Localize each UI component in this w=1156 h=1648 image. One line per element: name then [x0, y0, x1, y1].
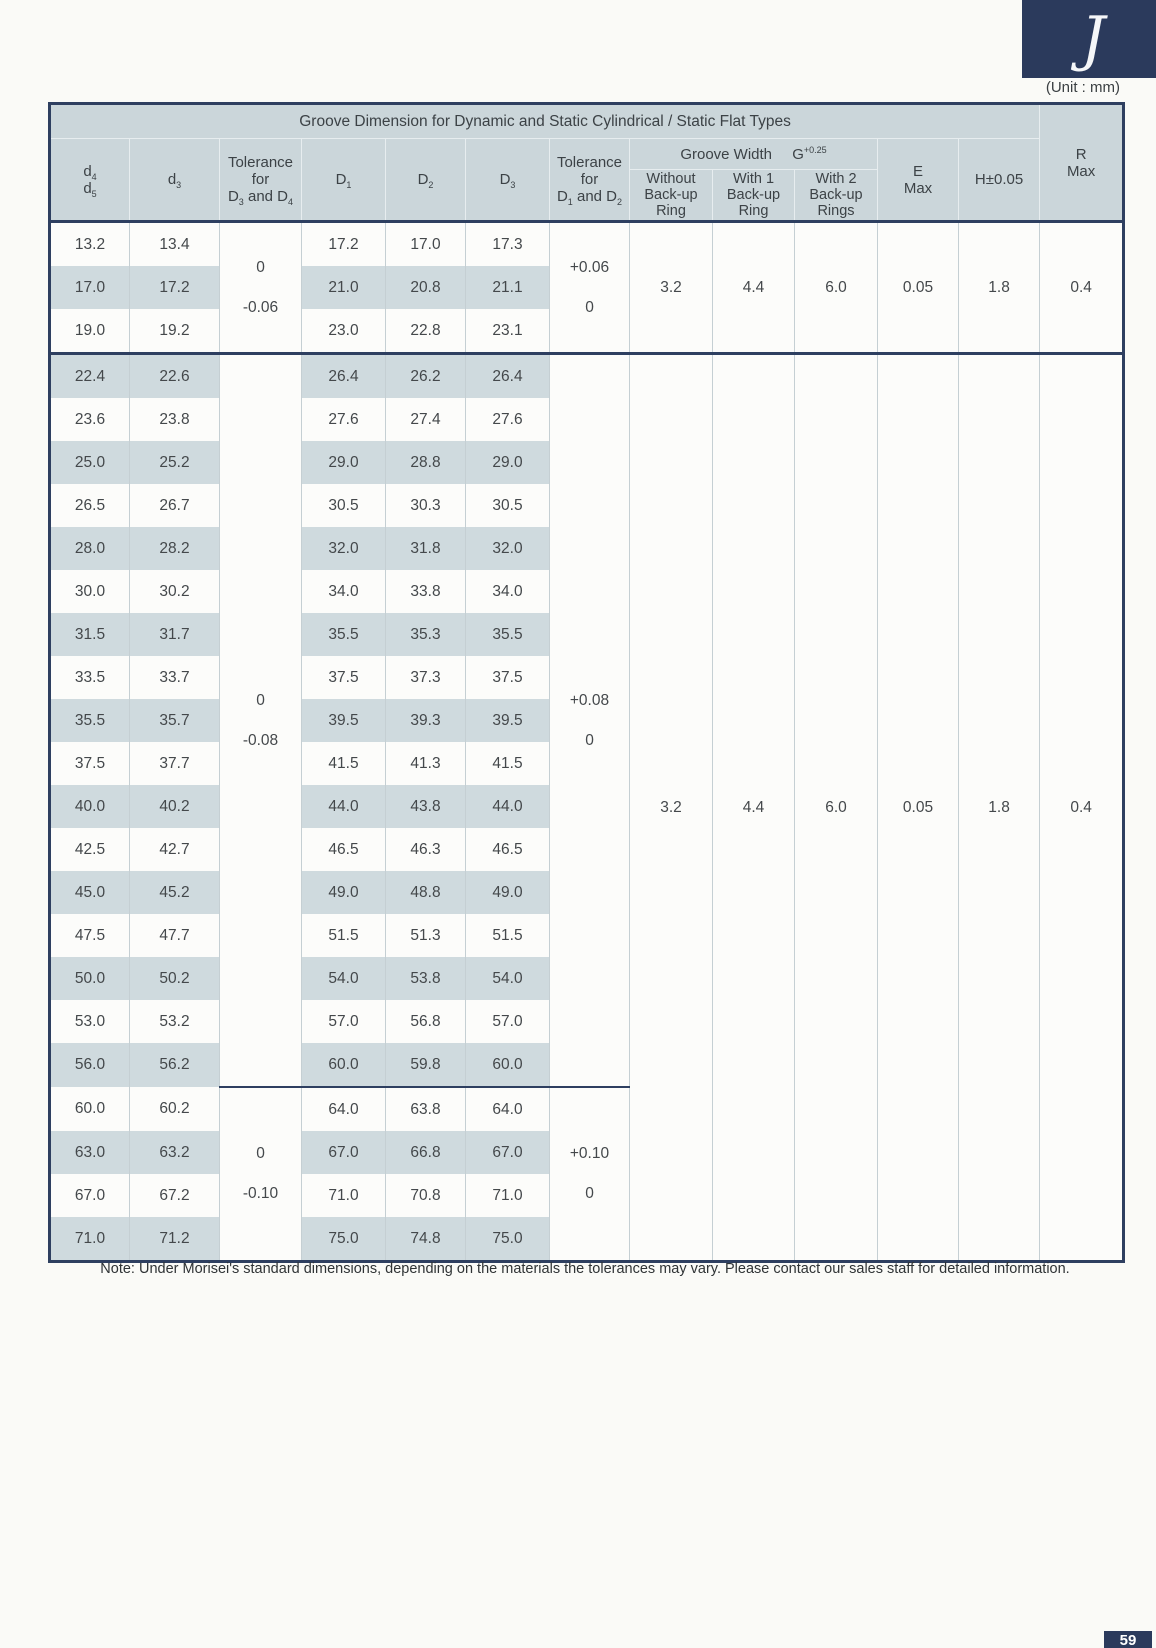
col-header-tolerance-d1-d2: [550, 139, 630, 222]
D3-sub: 3: [510, 180, 516, 190]
d3-value: 30.2: [130, 570, 220, 613]
d3-value: 63.2: [130, 1131, 220, 1174]
col-header-e-max: [878, 139, 959, 222]
d3-value: 50.2: [130, 957, 220, 1000]
D2-value: 35.3: [386, 613, 466, 656]
tolerance-stack: [220, 259, 301, 317]
d4-d5-value: 28.0: [50, 527, 130, 570]
d3-value: 67.2: [130, 1174, 220, 1217]
col-header-D3: [466, 139, 550, 222]
page-number: 59: [1104, 1631, 1152, 1648]
D2-value: 28.8: [386, 441, 466, 484]
D1-value: 54.0: [302, 957, 386, 1000]
tolerance-stack: [550, 1145, 629, 1203]
table-header-row-main: [50, 139, 1124, 170]
D3-value: 49.0: [466, 871, 550, 914]
D3-value: 32.0: [466, 527, 550, 570]
tolerance-stack: [550, 692, 629, 750]
d4-d5-value: 22.4: [50, 354, 130, 399]
groove-without-ring-value: 3.2: [630, 222, 713, 354]
tolerance-d3-d4-cell: [220, 354, 302, 1088]
D2-value: 53.8: [386, 957, 466, 1000]
D3-value: 71.0: [466, 1174, 550, 1217]
D2-value: 22.8: [386, 309, 466, 354]
col-header-without-backup-ring: [630, 170, 713, 222]
col-header-h: H±0.05: [959, 139, 1040, 222]
section-tab-letter: J: [1080, 4, 1106, 74]
d3-value: 60.2: [130, 1087, 220, 1131]
D1-value: 39.5: [302, 699, 386, 742]
D1-value: 30.5: [302, 484, 386, 527]
tol-d34-line1: Tolerance: [227, 154, 294, 171]
tolerance-upper-value: +0.08: [569, 691, 610, 709]
without-ring-line2: Back-up: [644, 187, 698, 203]
D3-value: 51.5: [466, 914, 550, 957]
tolerance-d3-d4-cell: [220, 1087, 302, 1262]
with1-ring-line1: With 1: [732, 171, 775, 187]
tol-d34-sub1: 3: [238, 197, 244, 207]
D1-value: 35.5: [302, 613, 386, 656]
D3-value: 30.5: [466, 484, 550, 527]
tolerance-d1-d2-cell: [550, 354, 630, 1088]
D2-value: 37.3: [386, 656, 466, 699]
D1-value: 34.0: [302, 570, 386, 613]
d3-value: 13.4: [130, 222, 220, 267]
groove-with-1-ring-value: 4.4: [713, 354, 795, 1262]
d4-d5-value: 31.5: [50, 613, 130, 656]
d4-d5-value: 60.0: [50, 1087, 130, 1131]
d4-d5-value: 13.2: [50, 222, 130, 267]
d3-value: 23.8: [130, 398, 220, 441]
tolerance-upper-value: 0: [256, 691, 265, 709]
D2-value: 74.8: [386, 1217, 466, 1262]
dimension-table-wrapper: [48, 102, 1125, 1263]
d3-base: d: [167, 171, 177, 188]
with2-rings-line1: With 2: [815, 171, 857, 187]
d3-value: 47.7: [130, 914, 220, 957]
d3-value: 37.7: [130, 742, 220, 785]
D2-value: 56.8: [386, 1000, 466, 1043]
D2-value: 30.3: [386, 484, 466, 527]
groove-with-2-rings-value: 6.0: [795, 222, 878, 354]
D2-value: 59.8: [386, 1043, 466, 1087]
D2-value: 27.4: [386, 398, 466, 441]
groove-with-1-ring-value: 4.4: [713, 222, 795, 354]
D1-value: 37.5: [302, 656, 386, 699]
tol-d12-sub2: 2: [617, 197, 623, 207]
with1-ring-line3: Ring: [738, 203, 769, 219]
e-max-line1: E: [912, 162, 923, 180]
without-ring-line1: Without: [646, 171, 696, 187]
D1-base: D: [335, 171, 347, 188]
D3-value: 64.0: [466, 1087, 550, 1131]
d4-d5-value: 23.6: [50, 398, 130, 441]
e-max-value: 0.05: [878, 354, 959, 1262]
d4-d5-value: 45.0: [50, 871, 130, 914]
r-max-line2: Max: [1066, 162, 1096, 180]
D3-value: 34.0: [466, 570, 550, 613]
D1-value: 21.0: [302, 266, 386, 309]
unit-label: (Unit : mm): [1045, 79, 1120, 96]
d4-d5-value: 67.0: [50, 1174, 130, 1217]
groove-width-symbol: G: [792, 145, 804, 163]
D2-value: 48.8: [386, 871, 466, 914]
tolerance-stack: [220, 1145, 301, 1203]
col-header-D1: [302, 139, 386, 222]
r-max-value: 0.4: [1040, 354, 1124, 1262]
col-header-tolerance-d3-d4: [220, 139, 302, 222]
col-header-D2: [386, 139, 466, 222]
D3-value: 26.4: [466, 354, 550, 399]
d3-value: 19.2: [130, 309, 220, 354]
D3-value: 17.3: [466, 222, 550, 267]
D1-value: 44.0: [302, 785, 386, 828]
d4-sub: 4: [91, 171, 97, 182]
D2-value: 17.0: [386, 222, 466, 267]
without-ring-line3: Ring: [656, 203, 686, 219]
d4-d5-value: 35.5: [50, 699, 130, 742]
D2-value: 39.3: [386, 699, 466, 742]
D1-value: 49.0: [302, 871, 386, 914]
with1-ring-line2: Back-up: [726, 187, 781, 203]
d3-value: 71.2: [130, 1217, 220, 1262]
d3-value: 56.2: [130, 1043, 220, 1087]
r-max-line1: R: [1075, 145, 1087, 163]
tolerance-stack: [220, 692, 301, 750]
D1-sub: 1: [346, 180, 352, 190]
d3-value: 35.7: [130, 699, 220, 742]
note: Note: Under Morisei's standard dimensions, depending on the materials the tolerances may vary. Please contact our sales staff for detailed information.: [100, 1261, 1070, 1277]
r-max-value: 0.4: [1040, 222, 1124, 354]
D2-sub: 2: [428, 180, 434, 190]
d4-d5-value: 50.0: [50, 957, 130, 1000]
D1-value: 29.0: [302, 441, 386, 484]
d4-d5-value: 53.0: [50, 1000, 130, 1043]
D2-base: D: [417, 171, 429, 188]
d3-value: 42.7: [130, 828, 220, 871]
groove-without-ring-value: 3.2: [630, 354, 713, 1262]
tolerance-lower-value: 0: [585, 298, 594, 316]
d4-d5-value: 26.5: [50, 484, 130, 527]
d4-d5-value: 17.0: [50, 266, 130, 309]
h-value: 1.8: [959, 354, 1040, 1262]
table-title-row: [50, 104, 1124, 139]
d4-base: d: [83, 162, 92, 180]
D3-value: 67.0: [466, 1131, 550, 1174]
D1-value: 26.4: [302, 354, 386, 399]
D2-value: 66.8: [386, 1131, 466, 1174]
D3-value: 57.0: [466, 1000, 550, 1043]
D1-value: 32.0: [302, 527, 386, 570]
D2-value: 46.3: [386, 828, 466, 871]
tolerance-lower-value: -0.10: [242, 1185, 279, 1202]
D3-value: 23.1: [466, 309, 550, 354]
D2-value: 33.8: [386, 570, 466, 613]
d4-d5-value: 40.0: [50, 785, 130, 828]
D1-value: 23.0: [302, 309, 386, 354]
D1-value: 51.5: [302, 914, 386, 957]
table-row: [50, 354, 1124, 399]
d5-base: d: [83, 179, 92, 197]
table-title: Groove Dimension for Dynamic and Static Cylindrical / Static Flat Types: [50, 104, 1040, 139]
d4-d5-value: 63.0: [50, 1131, 130, 1174]
D3-value: 27.6: [466, 398, 550, 441]
D3-value: 35.5: [466, 613, 550, 656]
tolerance-d1-d2-cell: [550, 222, 630, 354]
D3-value: 21.1: [466, 266, 550, 309]
table-row: [50, 222, 1124, 267]
tolerance-upper-value: 0: [256, 1145, 265, 1162]
D1-value: 64.0: [302, 1087, 386, 1131]
table-header: [50, 104, 1124, 222]
tolerance-lower-value: 0: [585, 1185, 594, 1202]
d3-value: 53.2: [130, 1000, 220, 1043]
d4-d5-value: 71.0: [50, 1217, 130, 1262]
d4-d5-value: 30.0: [50, 570, 130, 613]
d4-d5-value: 37.5: [50, 742, 130, 785]
d3-value: 25.2: [130, 441, 220, 484]
D3-value: 29.0: [466, 441, 550, 484]
col-header-d4-d5: [50, 139, 130, 222]
D1-value: 27.6: [302, 398, 386, 441]
D1-value: 17.2: [302, 222, 386, 267]
d3-value: 26.7: [130, 484, 220, 527]
tol-d34-sub2: 4: [288, 197, 294, 207]
tol-d12-line2: for: [580, 171, 599, 188]
groove-width-label: Groove Width: [680, 145, 773, 163]
tol-d12-sub1: 1: [567, 197, 573, 207]
h-value: 1.8: [959, 222, 1040, 354]
section-tab: [1022, 0, 1156, 78]
d5-sub: 5: [91, 188, 97, 199]
col-header-with-2-backup-rings: [795, 170, 878, 222]
d3-value: 31.7: [130, 613, 220, 656]
tolerance-d3-d4-cell: [220, 222, 302, 354]
D3-value: 37.5: [466, 656, 550, 699]
d3-value: 22.6: [130, 354, 220, 399]
D2-value: 20.8: [386, 266, 466, 309]
tolerance-lower-value: -0.08: [242, 731, 279, 749]
col-header-with-1-backup-ring: [713, 170, 795, 222]
d3-value: 17.2: [130, 266, 220, 309]
col-header-r-max: [1040, 104, 1124, 222]
tolerance-upper-value: +0.10: [569, 1145, 610, 1162]
D1-value: 71.0: [302, 1174, 386, 1217]
tolerance-upper-value: 0: [256, 258, 265, 276]
tol-d34-mid: and D: [243, 188, 289, 205]
col-header-groove-width: [630, 139, 878, 170]
table-body: [50, 222, 1124, 1262]
d3-value: 33.7: [130, 656, 220, 699]
tol-d12-mid: and D: [572, 188, 618, 205]
with2-rings-line3: Rings: [817, 203, 855, 219]
D3-value: 39.5: [466, 699, 550, 742]
tolerance-lower-value: -0.06: [242, 298, 279, 316]
d3-sub: 3: [176, 180, 182, 190]
d3-value: 45.2: [130, 871, 220, 914]
d4-d5-value: 25.0: [50, 441, 130, 484]
e-max-line2: Max: [903, 179, 933, 197]
d3-value: 40.2: [130, 785, 220, 828]
col-header-d3: [130, 139, 220, 222]
tol-d34-line2: for: [251, 171, 270, 188]
D1-value: 57.0: [302, 1000, 386, 1043]
tol-d12-line1: Tolerance: [556, 154, 623, 171]
d4-d5-value: 33.5: [50, 656, 130, 699]
D1-value: 60.0: [302, 1043, 386, 1087]
D3-value: 60.0: [466, 1043, 550, 1087]
e-max-value: 0.05: [878, 222, 959, 354]
D2-value: 41.3: [386, 742, 466, 785]
D1-value: 46.5: [302, 828, 386, 871]
D1-value: 67.0: [302, 1131, 386, 1174]
D2-value: 26.2: [386, 354, 466, 399]
D1-value: 41.5: [302, 742, 386, 785]
d4-d5-value: 19.0: [50, 309, 130, 354]
with2-rings-line2: Back-up: [809, 187, 863, 203]
d4-d5-value: 42.5: [50, 828, 130, 871]
groove-with-2-rings-value: 6.0: [795, 354, 878, 1262]
D3-value: 44.0: [466, 785, 550, 828]
D2-value: 70.8: [386, 1174, 466, 1217]
d3-value: 28.2: [130, 527, 220, 570]
tol-d34-part1: D: [227, 188, 239, 205]
D2-value: 63.8: [386, 1087, 466, 1131]
groove-width-tolerance: +0.25: [803, 144, 827, 155]
d4-d5-value: 56.0: [50, 1043, 130, 1087]
tolerance-stack: [550, 259, 629, 317]
D3-value: 75.0: [466, 1217, 550, 1262]
tolerance-upper-value: +0.06: [569, 258, 610, 276]
D2-value: 43.8: [386, 785, 466, 828]
D2-value: 51.3: [386, 914, 466, 957]
D3-base: D: [499, 171, 511, 188]
D2-value: 31.8: [386, 527, 466, 570]
D1-value: 75.0: [302, 1217, 386, 1262]
D3-value: 54.0: [466, 957, 550, 1000]
D3-value: 46.5: [466, 828, 550, 871]
tolerance-d1-d2-cell: [550, 1087, 630, 1262]
d4-d5-value: 47.5: [50, 914, 130, 957]
D3-value: 41.5: [466, 742, 550, 785]
groove-dimension-table: [48, 102, 1125, 1263]
tolerance-lower-value: 0: [585, 731, 594, 749]
tol-d12-part1: D: [556, 188, 568, 205]
